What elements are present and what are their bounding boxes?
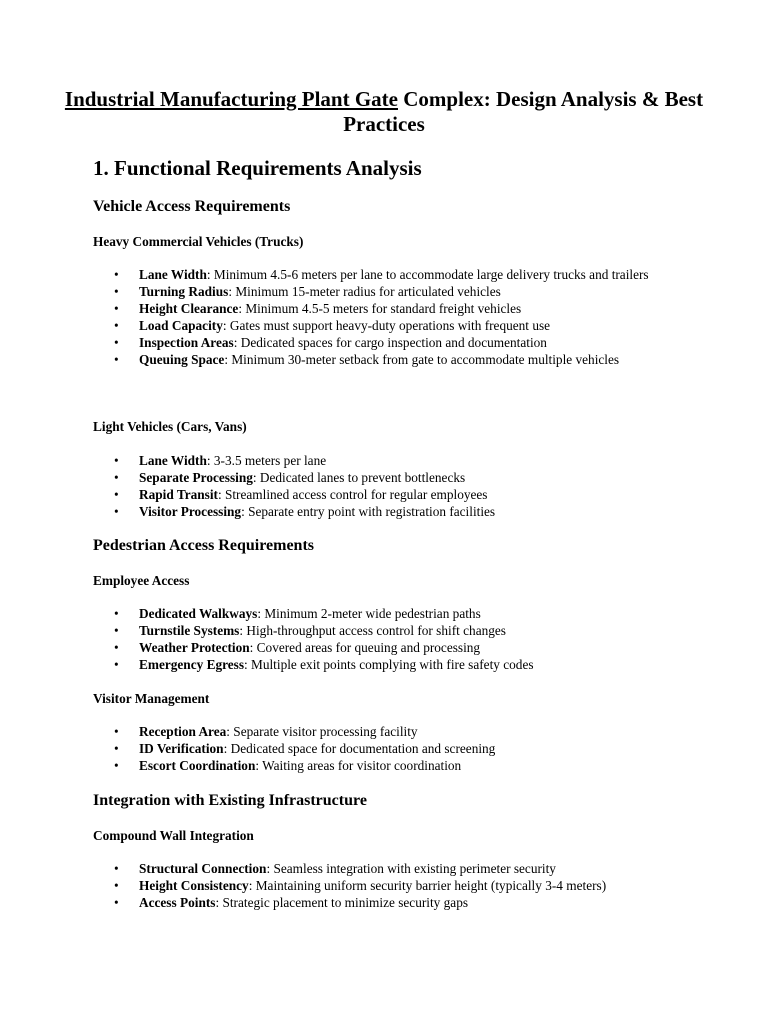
visitor-management-list (93, 723, 683, 774)
list-item-text: : Seamless integration with existing perimeter security (266, 861, 556, 876)
list-item (93, 283, 683, 300)
title-underlined: Industrial Manufacturing Plant Gate (64, 87, 398, 111)
list-item (93, 469, 683, 486)
list-item-text: : Minimum 4.5-5 meters for standard freight vehicles (238, 301, 522, 316)
list-item-text: : Gates must support heavy-duty operations with frequent use (222, 318, 551, 333)
list-item (93, 877, 683, 894)
list-item-term: Turning Radius (139, 284, 229, 299)
employee-access-list (93, 605, 683, 673)
section-heading-functional-requirements: 1. Functional Requirements Analysis (93, 156, 422, 180)
subheading-heavy-vehicles: Heavy Commercial Vehicles (Trucks) (93, 234, 304, 249)
list-item (93, 605, 683, 622)
list-item (93, 503, 683, 520)
list-item-term: Turnstile Systems (139, 623, 240, 638)
list-item-term: Structural Connection (139, 861, 267, 876)
list-item (93, 351, 683, 368)
list-item (93, 300, 683, 317)
list-item-term: Lane Width (139, 267, 207, 282)
list-item-term: ID Verification (139, 741, 224, 756)
list-item-text: : Dedicated space for documentation and screening (223, 741, 496, 756)
list-item-term: Weather Protection (139, 640, 250, 655)
light-vehicles-list (93, 452, 683, 520)
list-item-text: : Covered areas for queuing and processing (249, 640, 481, 655)
list-item-term: Dedicated Walkways (139, 606, 258, 621)
list-item-text: : Dedicated spaces for cargo inspection and documentation (233, 335, 547, 350)
list-item (93, 723, 683, 740)
list-item-term: Height Consistency (139, 878, 249, 893)
list-item-term: Access Points (139, 895, 216, 910)
list-item (93, 452, 683, 469)
subsection-heading-pedestrian-access: Pedestrian Access Requirements (93, 537, 314, 554)
compound-wall-list (93, 860, 683, 911)
list-item (93, 860, 683, 877)
list-item (93, 266, 683, 283)
list-item-text: : Waiting areas for visitor coordination (255, 758, 462, 773)
list-item-text: : Minimum 2-meter wide pedestrian paths (257, 606, 481, 621)
list-item (93, 486, 683, 503)
list-item (93, 334, 683, 351)
list-item-text: : Separate entry point with registration facilities (241, 504, 496, 519)
list-item-term: Reception Area (139, 724, 227, 739)
list-item-term: Emergency Egress (139, 657, 244, 672)
subheading-employee-access: Employee Access (93, 573, 190, 588)
list-item-text: : Strategic placement to minimize security gaps (215, 895, 469, 910)
subheading-light-vehicles: Light Vehicles (Cars, Vans) (93, 419, 247, 434)
list-item (93, 622, 683, 639)
list-item-text: : Streamlined access control for regular employees (217, 487, 488, 502)
list-item-term: Lane Width (139, 453, 207, 468)
list-item (93, 317, 683, 334)
list-item-term: Separate Processing (139, 470, 253, 485)
list-item (93, 656, 683, 673)
list-item-text: : Minimum 30-meter setback from gate to accommodate multiple vehicles (224, 352, 620, 367)
list-item-term: Queuing Space (139, 352, 225, 367)
list-item-term: Height Clearance (139, 301, 239, 316)
list-item-term: Load Capacity (139, 318, 223, 333)
list-item-term: Inspection Areas (139, 335, 234, 350)
list-item-term: Escort Coordination (139, 758, 256, 773)
list-item-text: : Minimum 15-meter radius for articulated vehicles (228, 284, 501, 299)
subsection-heading-vehicle-access: Vehicle Access Requirements (93, 198, 291, 215)
list-item (93, 894, 683, 911)
list-item-text: : Dedicated lanes to prevent bottlenecks (252, 470, 466, 485)
document-title (60, 87, 708, 137)
subheading-compound-wall: Compound Wall Integration (93, 828, 254, 843)
list-item (93, 639, 683, 656)
title-rest: Complex: Design Analysis & Best Practices (343, 87, 704, 136)
subsection-heading-integration: Integration with Existing Infrastructure (93, 792, 367, 809)
list-item (93, 757, 683, 774)
subheading-visitor-management: Visitor Management (93, 691, 210, 706)
list-item-term: Rapid Transit (139, 487, 218, 502)
list-item-text: : Minimum 4.5-6 meters per lane to accommodate large delivery trucks and trailers (206, 267, 649, 282)
heavy-vehicles-list (93, 266, 683, 368)
list-item-text: : Maintaining uniform security barrier height (typically 3-4 meters) (248, 878, 607, 893)
list-item-text: : High-throughput access control for shift changes (239, 623, 506, 638)
list-item (93, 740, 683, 757)
list-item-text: : Separate visitor processing facility (226, 724, 418, 739)
list-item-text: : Multiple exit points complying with fire safety codes (244, 657, 534, 672)
list-item-text: : 3-3.5 meters per lane (206, 453, 327, 468)
list-item-term: Visitor Processing (139, 504, 242, 519)
